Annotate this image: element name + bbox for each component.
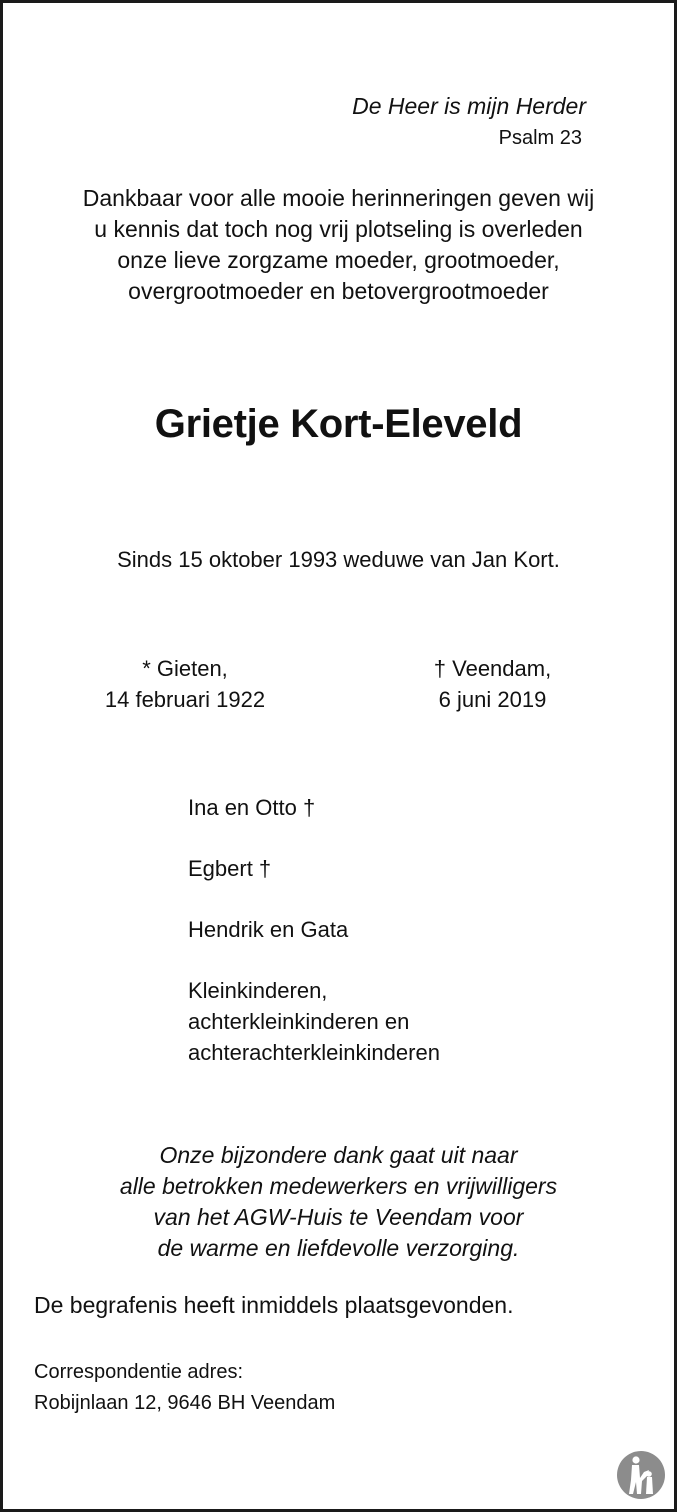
family-line: achterkleinkinderen en: [188, 1009, 410, 1034]
thanks-line: de warme en liefdevolle verzorging.: [157, 1235, 520, 1261]
intro-line: overgrootmoeder en betovergrootmoeder: [128, 278, 549, 304]
family-list: [188, 792, 440, 1068]
family-line: Egbert †: [188, 856, 272, 881]
intro-text: [0, 183, 677, 307]
widow-note: Sinds 15 oktober 1993 weduwe van Jan Kort.: [117, 547, 560, 572]
intro-line: onze lieve zorgzame moeder, grootmoeder,: [117, 247, 560, 273]
family-group: [188, 914, 440, 945]
correspondence: [34, 1357, 335, 1419]
funeral-note: De begrafenis heeft inmiddels plaatsgevonden.: [34, 1292, 514, 1318]
family-line: Ina en Otto †: [188, 795, 316, 820]
family-group: [188, 853, 440, 884]
thanks-line: Onze bijzondere dank gaat uit naar: [159, 1142, 518, 1168]
death-info: [390, 653, 595, 715]
thanks-text: [0, 1140, 677, 1264]
death-date: 6 juni 2019: [438, 687, 547, 712]
birth-place: * Gieten,: [142, 656, 228, 681]
family-group: [188, 792, 440, 823]
death-place: † Veendam,: [433, 656, 552, 681]
deceased-name: Grietje Kort-Eleveld: [154, 402, 523, 446]
thanks-line: alle betrokken medewerkers en vrijwilligers: [119, 1173, 558, 1199]
family-line: achterachterkleinkinderen: [188, 1040, 440, 1065]
family-line: Kleinkinderen,: [188, 978, 328, 1003]
family-line: Hendrik en Gata: [188, 917, 349, 942]
thanks-line: van het AGW-Huis te Veendam voor: [153, 1204, 524, 1230]
correspondence-address: Robijnlaan 12, 9646 BH Veendam: [34, 1392, 336, 1414]
intro-line: u kennis dat toch nog vrij plotseling is overleden: [94, 216, 583, 242]
birth-date: 14 februari 1922: [104, 687, 266, 712]
psalm-reference: Psalm 23: [498, 127, 582, 149]
memorial-figure-icon: [616, 1450, 666, 1500]
correspondence-label: Correspondentie adres:: [34, 1361, 244, 1383]
motto: De Heer is mijn Herder: [352, 93, 586, 119]
birth-info: [80, 653, 290, 715]
intro-line: Dankbaar voor alle mooie herinneringen geven wij: [82, 185, 595, 211]
family-group: [188, 975, 440, 1068]
